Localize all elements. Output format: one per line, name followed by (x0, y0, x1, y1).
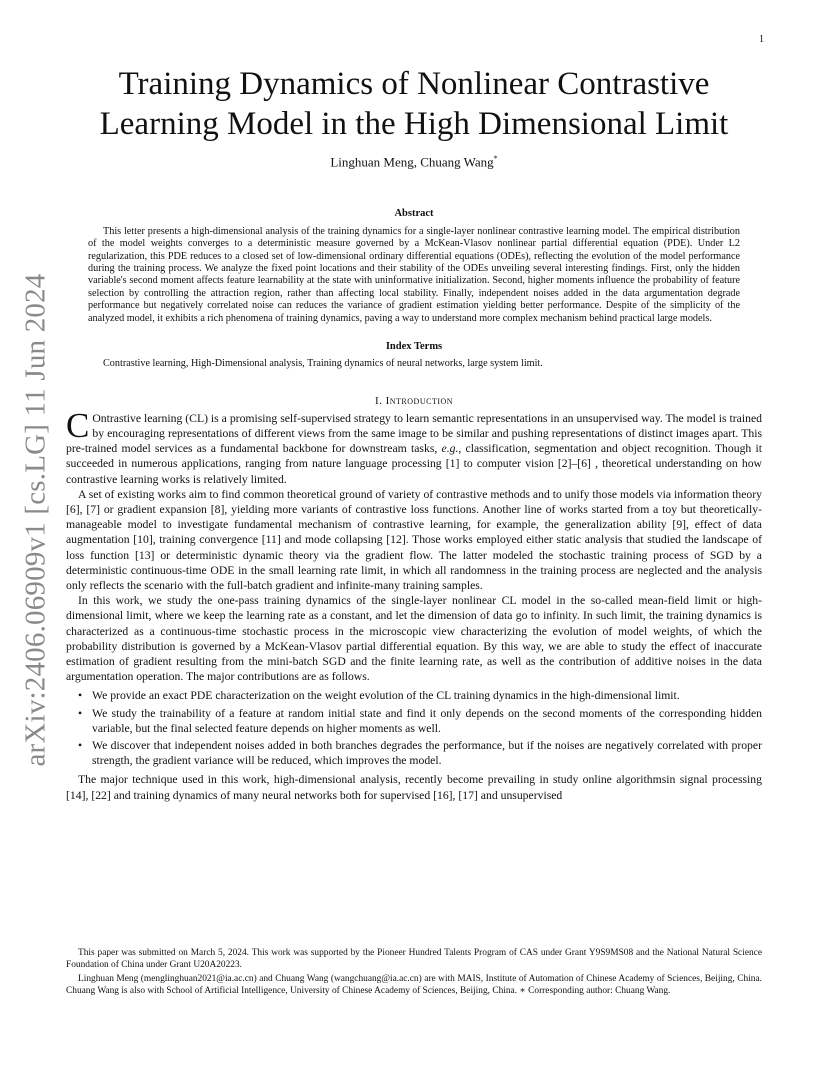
intro-paragraph-2: A set of existing works aim to find common theoretical ground of variety of contrastive methods and to unify those models via information theory [6], [7] or gradient expansion [8], yielding more variants of contrastive loss functions. Another line of works started from a toy but theoretically-manageable model to investigate fundamental mechanism of contrastive learning, for example, the generalization ability [9], effect of data augmentation [10], training convergence [11] and mode collapsing [12]. Those works employed either static analysis that studied the landscape of loss function [13] or deterministic dynamic theory via the gradient flow. The latter modeled the stochastic training process of SGD by a deterministic continuous-time ODE in the small learning rate limit, in which all randomness in the training process are neglected and the analysis only reflects the scenario with the full-batch gradient and infinite-many training samples. (66, 487, 762, 593)
footnotes (66, 948, 762, 1000)
author-line (66, 154, 762, 170)
abstract-heading: Abstract (394, 208, 434, 220)
index-terms-text: Contrastive learning, High-Dimensional analysis, Training dynamics of neural networks, large system limit. (103, 358, 543, 370)
paper-title: Training Dynamics of Nonlinear Contrastive Learning Model in the High Dimensional Limit (99, 66, 729, 142)
section-heading-introduction (66, 395, 762, 407)
introduction-body (66, 405, 762, 803)
page-number: 1 (759, 34, 764, 45)
paper-body (66, 64, 762, 803)
intro-p1-eg: e.g., (441, 442, 462, 456)
footnote-affiliations: Linghuan Meng (menglinghuan2021@ia.ac.cn) and Chuang Wang (wangchuang@ia.ac.cn) are with MAIS, Institute of Automation of Chinese Academy of Sciences, Beijing, China. Chuang Wang is also with School of Artificial Intelligence, University of Chinese Academy of Sciences, Beijing, China. ∗ Corresponding author: Chuang Wang. (66, 974, 762, 996)
abstract-section (88, 208, 740, 325)
intro-paragraph-4: The major technique used in this work, high-dimensional analysis, recently become prevailing in study online algorithmsin signal processing [14], [22] and training dynamics of many neural networks both for supervised [16], [17] and unsupervised (66, 773, 762, 802)
intro-paragraph-1 (66, 405, 762, 487)
footnote-funding: This paper was submitted on March 5, 2024. This work was supported by the Pioneer Hundred Talents Program of CAS under Grant Y9S9MS08 and the National Natural Science Foundation of China under Grant U20A20223. (66, 948, 762, 970)
intro-p1-part-a: Ontrastive learning (CL) is a promising self-supervised strategy to learn semantic representations in an unsupervised way. The model is trained by encouraging representations of different views from the same image to be similar and pushing representations of distinct images apart. This pre-trained model services as a fundamental backbone for downstream tasks, (66, 411, 762, 456)
arxiv-stamp: arXiv:2406.06909v1 [cs.LG] 11 Jun 2024 (19, 273, 52, 767)
list-item: • We provide an exact PDE characterization on the weight evolution of the CL training dynamics in the high-dimensional limit. (92, 688, 762, 703)
abstract-text: This letter presents a high-dimensional analysis of the training dynamics for a single-layer nonlinear contrastive learning model. The empirical distribution of the model weights converges to a deterministic measure governed by a McKean-Vlasov nonlinear partial differential equation (PDE). Under L2 regularization, this PDE reduces to a closed set of low-dimensional ordinary differential equations (ODEs), reflecting the evolution of the model performance during the training process. We analyze the fixed point locations and their stability of the ODEs unveiling several interesting findings. First, only the hidden variable's second moment affects feature learnability at the state with uninformative initialization. Second, higher moments influence the probability of feature selection by controlling the attraction region, rather than affecting local stability. Finally, independent noises added in the data argumentation degrade performance but negatively correlated noise can reduces the variance of gradient estimation yielding better performance. Despite of the simplicity of the analyzed model, it exhibits a rich phenomena of training dynamics, paving a way to understand more complex mechanism behind practical large models. (88, 225, 740, 324)
list-item: • We discover that independent noises added in both branches degrades the performance, but if the noises are negatively correlated with proper strength, the gradient variance will be reduced, which improves the model. (92, 738, 762, 768)
intro-p1-part-b: classification, segmentation and object recognition. Though it succeeded in numerous applications, ranging from nature language processing [1] to computer vision [2]–[6] , theoretical understanding on how contrastive learning works is relatively limited. (66, 442, 762, 486)
intro-paragraph-3: In this work, we study the one-pass training dynamics of the single-layer nonlinear CL model in the so-called mean-field limit or high-dimensional limit, where we keep the learning rate as a constant, and let the dimension of data go to infinity. In such limit, the training dynamics is characterized as a continuous-time stochastic process in the microscopic view characterizing the evolution of model weights, of which the probability distribution is governed by a McKean-Vlasov partial differential equation. By this way, we are able to study the effect of inaccurate estimation of gradient resulting from the mini-batch SGD and the finite learning rate, as well as the contribution of additive noises in the data argumentation operation. The major contributions are as follows. (66, 594, 762, 684)
author-names: Linghuan Meng, Chuang Wang (330, 154, 494, 170)
index-terms-heading: Index Terms (385, 340, 443, 352)
section-title: Introduction (385, 394, 454, 407)
list-item: • We study the trainability of a feature at random initial state and find it only depends on the second moments of the corresponding hidden variable, but the final selected feature depends on higher moments as well. (92, 706, 762, 736)
section-number: I. (374, 394, 383, 407)
contributions-list (66, 688, 762, 768)
drop-cap: C (66, 405, 90, 445)
corresponding-mark: * (493, 154, 498, 163)
index-terms-section (88, 341, 740, 371)
